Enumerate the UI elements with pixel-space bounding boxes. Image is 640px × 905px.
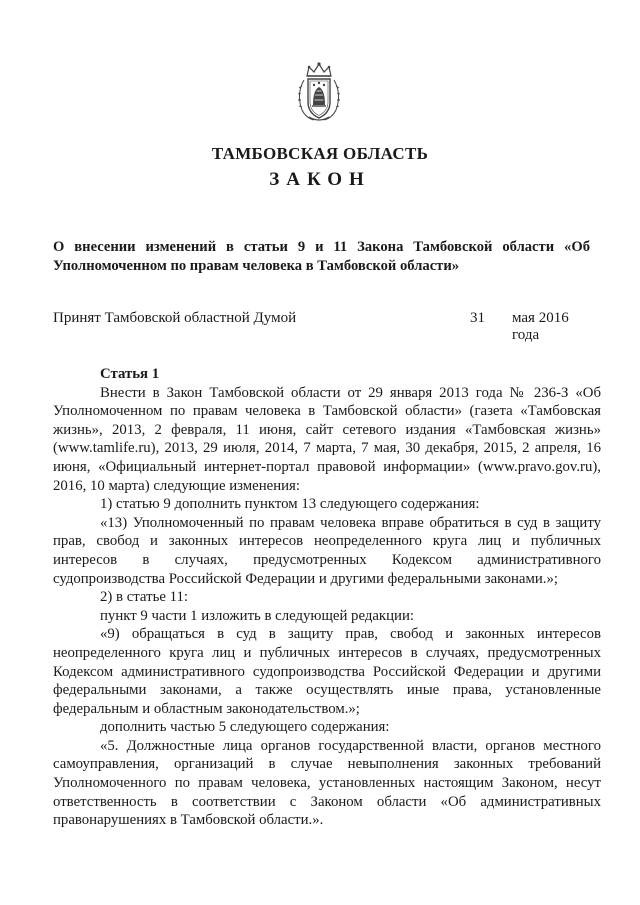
law-subject: О внесении изменений в статьи 9 и 11 Закона Тамбовской области «Об Уполномоченном по правам человека в Тамбовской области»: [53, 239, 590, 274]
region-title: ТАМБОВСКАЯ ОБЛАСТЬ: [211, 144, 429, 163]
tambov-coat-of-arms-icon: [294, 60, 344, 124]
adoption-month-year: мая 2016 года: [512, 310, 569, 343]
adoption-line: [53, 310, 590, 343]
paragraph: «13) Уполномоченный по правам человека вправе обратиться в суд в защиту прав, свобод и законных интересов неопределенного круга лиц и публичных интересов в случаях, предусмотренных Кодексом административного судопроизводства Российской Федерации и другими федеральными законами.»;: [53, 514, 601, 587]
paragraph: пункт 9 части 1 изложить в следующей редакции:: [100, 607, 414, 624]
law-title: ЗАКОН: [269, 169, 371, 190]
paragraph: «5. Должностные лица органов государственной власти, органов местного самоуправления, организаций в случае невыполнения законных требований Уполномоченного по правам человека, установленных настоящим Законом, несут ответственность в соответствии с Законом области «Об административных правонарушениях в Тамбовской области.».: [53, 737, 601, 829]
article-heading: Статья 1: [100, 366, 160, 382]
article-body: [53, 365, 601, 830]
paragraph: 1) статью 9 дополнить пунктом 13 следующего содержания:: [100, 496, 480, 513]
adoption-day: 31: [470, 310, 485, 326]
paragraph: «9) обращаться в суд в защиту прав, свобод и законных интересов неопределенного круга лиц и публичных интересов в случаях, предусмотренных Кодексом административного судопроизводства Российской Федерации и другими федеральными законами, а также осуществлять иные права, установленные федеральным и областным законодательством.»;: [53, 626, 601, 717]
paragraph: дополнить частью 5 следующего содержания:: [100, 719, 390, 736]
paragraph: 2) в статье 11:: [100, 589, 188, 606]
adopted-by: Принят Тамбовской областной Думой: [53, 310, 297, 326]
paragraph: Внести в Закон Тамбовской области от 29 января 2013 года № 236-З «Об Уполномоченном по правам человека в Тамбовской области» (газета «Тамбовская жизнь», 2013, 2 февраля, 11 июня, сайт сетевого издания «Тамбовская жизнь» (www.tamlife.ru), 2013, 29 июля, 2014, 7 марта, 7 мая, 30 декабря, 2015, 2 апреля, 16 июня, «Официальный интернет-портал правовой информации» (www.pravo.gov.ru), 2016, 10 марта) следующие изменения:: [53, 384, 601, 494]
